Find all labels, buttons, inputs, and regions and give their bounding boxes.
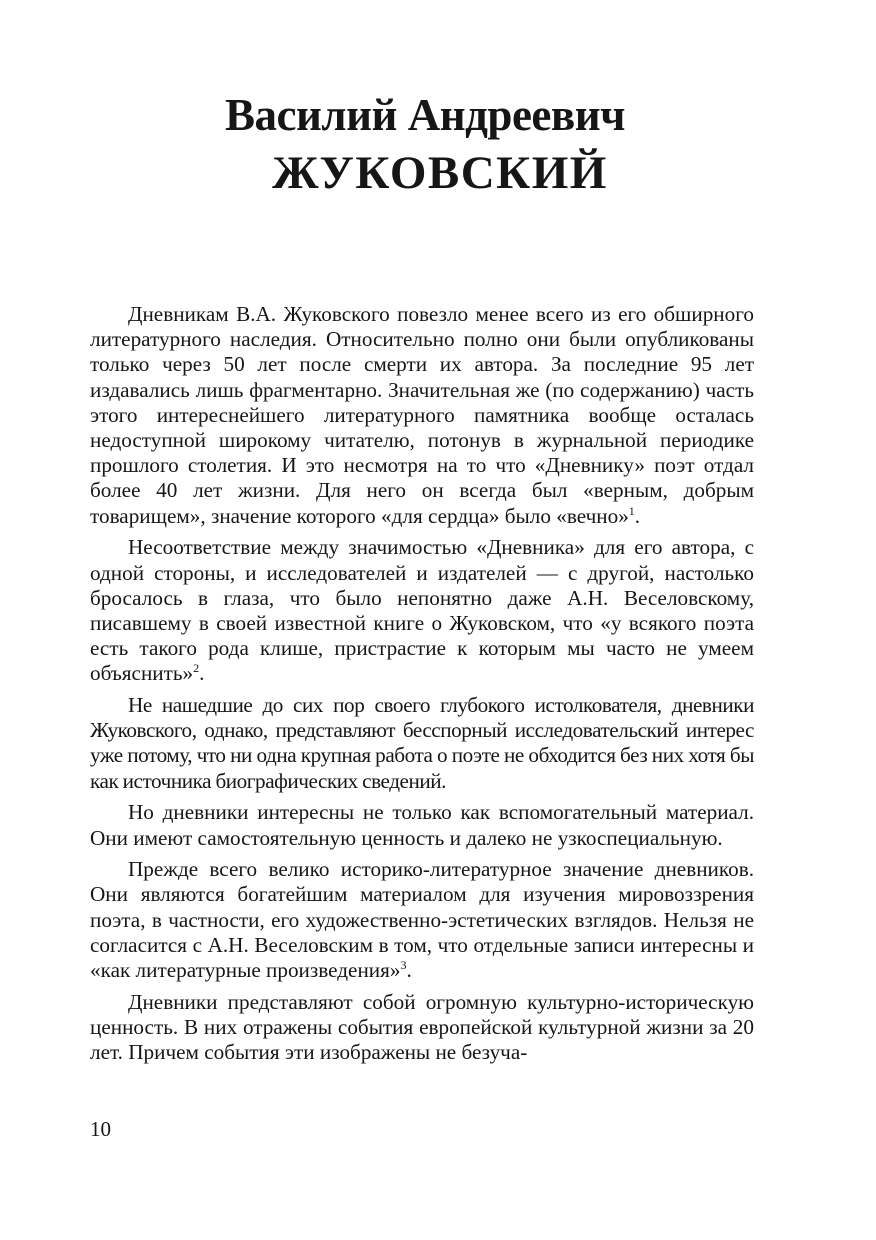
paragraph-1 <box>90 302 754 529</box>
paragraph-text: Дневники представляют собой огромную культурно-историческую ценность. В них отражены события европейской культурной жизни за 20 лет. Причем события эти изображены не безуча- <box>90 989 754 1065</box>
paragraph-6 <box>90 990 754 1066</box>
paragraph-text: Прежде всего велико историко-литературное значение дневников. Они являются богатейшим материалом для изучения мировоззрения поэта, в частности, его художественно-эстетических взглядов. Нельзя не согласится с А.Н. Веселовским в том, что отдельные записи интересны и «как литературные произведения» <box>90 857 754 983</box>
paragraph-text: Дневникам В.А. Жуковского повезло менее всего из его обширного литературного наследия. Относительно полно они были опубликованы только через 50 лет после смерти их автора. За последние 95 лет издавались лишь фрагментарно. Значительная же (по содержанию) часть этого интереснейшего литературного памятника вообще осталась недоступной широкому читателю, потонув в журнальной периодике прошлого столетия. И это несмотря на то что «Дневнику» поэт отдал более 40 лет жизни. Для него он всегда был «верным, добрым товарищем», значение которого «для сердца» было «вечно» <box>90 302 754 528</box>
paragraph-4 <box>90 800 754 850</box>
paragraph-text: Несоответствие между значимостью «Дневника» для его автора, с одной стороны, и исследователей и издателей — с другой, настолько бросалось в глаза, что было непонятно даже А.Н. Веселовскому, писавшему в своей известной книге о Жуковском, что «у всякого поэта есть такого рода клише, пристрастие к которым мы часто не умеем объяснить» <box>90 535 754 686</box>
chapter-title <box>90 86 790 202</box>
body-text <box>90 302 754 1072</box>
footnote-marker: 3 <box>400 958 407 973</box>
paragraph-2 <box>90 535 754 686</box>
paragraph-5 <box>90 857 754 983</box>
page-number: 10 <box>90 1117 111 1141</box>
author-surname: ЖУКОВСКИЙ <box>272 147 608 199</box>
footnote-marker: 2 <box>193 661 200 676</box>
paragraph-text: Не нашедшие до сих пор своего глубокого истолкователя, дневники Жуковского, однако, представляют бесспорный исследовательский интерес уже потому, что ни одна крупная работа о поэте не обходится без них хотя бы как источника биографических сведений. <box>90 693 754 793</box>
paragraph-end: . <box>406 958 412 983</box>
author-first-names: Василий Андреевич <box>224 90 626 140</box>
paragraph-end: . <box>634 503 641 528</box>
paragraph-end: . <box>199 661 205 686</box>
paragraph-text: Но дневники интересны не только как вспомогательный материал. Они имеют самостоятельную ценность и далеко не узкоспециальную. <box>90 800 754 850</box>
footnote-marker: 1 <box>628 503 635 518</box>
paragraph-3 <box>90 693 754 794</box>
